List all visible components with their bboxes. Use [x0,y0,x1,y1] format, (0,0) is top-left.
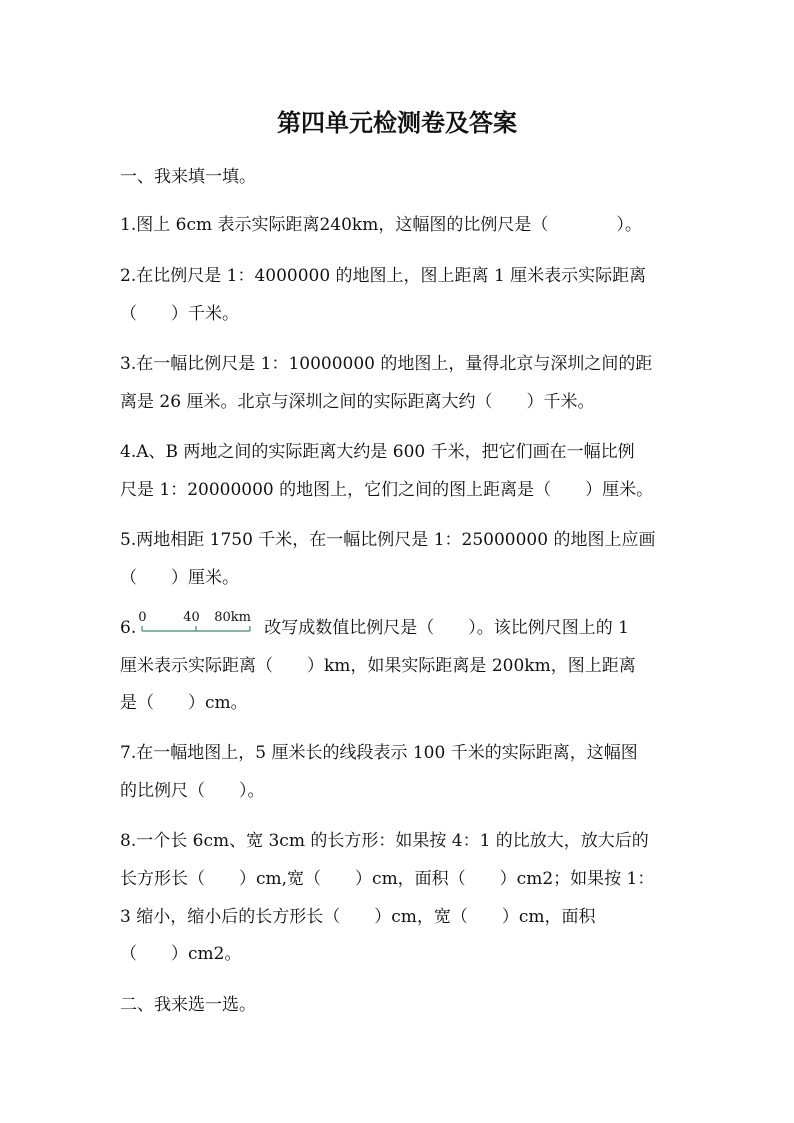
scale-label-0: 0 [138,610,147,625]
question-5-line-2: （ ）厘米。 [120,568,239,588]
scale-label-80km: 80km [214,610,251,625]
scale-label-40: 40 [183,610,200,625]
section-heading-fill-in: 一、我来填一填。 [120,167,256,187]
question-3-line-2: 离是 26 厘米。北京与深圳之间的实际距离大约（ ）千米。 [120,392,595,412]
question-2-line-2: （ ）千米。 [120,304,239,324]
line-scale-bar [138,610,256,639]
question-6-line-3: 是（ ）cm。 [120,693,248,713]
question-6-line-1 [120,610,680,639]
question-8-line-3: 3 缩小，缩小后的长方形长（ ）cm，宽（ ）cm，面积 [120,907,596,927]
question-4-line-1: 4.A、B 两地之间的实际距离大约是 600 千米，把它们画在一幅比例 [120,442,635,462]
question-1: 1.图上 6cm 表示实际距离240km，这幅图的比例尺是（ ）。 [120,215,642,235]
question-7-line-2: 的比例尺（ ）。 [120,781,265,801]
question-7-line-1: 7.在一幅地图上，5 厘米长的线段表示 100 千米的实际距离，这幅图 [120,743,638,763]
question-2-line-1: 2.在比例尺是 1：4000000 的地图上，图上距离 1 厘米表示实际距离 [120,266,647,286]
section-heading-multiple-choice: 二、我来选一选。 [120,995,256,1015]
question-5-line-1: 5.两地相距 1750 千米，在一幅比例尺是 1：25000000 的地图上应画 [120,530,656,550]
question-6-line-1-text: 改写成数值比例尺是（ ）。该比例尺图上的 1 [264,618,629,638]
question-8-line-1: 8.一个长 6cm、宽 3cm 的长方形：如果按 4：1 的比放大，放大后的 [120,831,649,851]
question-8-line-2: 长方形长（ ）cm,宽（ ）cm，面积（ ）cm2；如果按 1： [120,869,655,889]
question-3-line-1: 3.在一幅比例尺是 1：10000000 的地图上，量得北京与深圳之间的距 [120,354,653,374]
question-6-number: 6. [120,618,137,638]
question-8-line-4: （ ）cm2。 [120,944,242,964]
question-6-line-2: 厘米表示实际距离（ ）km，如果实际距离是 200km，图上距离 [120,656,636,676]
page-title: 第四单元检测卷及答案 [277,109,517,137]
question-4-line-2: 尺是 1：20000000 的地图上，它们之间的图上距离是（ ）厘米。 [120,480,654,500]
